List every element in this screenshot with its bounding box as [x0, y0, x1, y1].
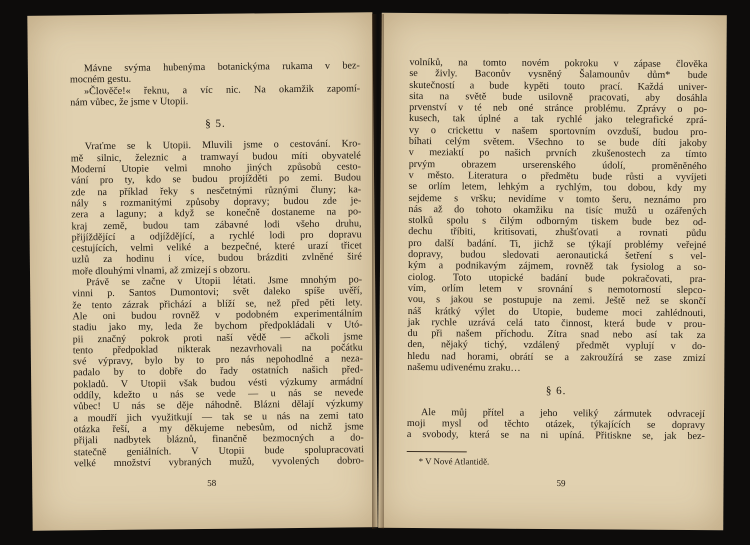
- text-line: kým a podnikavým zájmem, rovněž tak fysiolog a so-: [407, 260, 707, 274]
- text-line: moji mysl od těchto otázek, týkajících se dopravy: [406, 417, 705, 431]
- text-line: prvým obrazem urserenského údolí, proměněného: [408, 158, 707, 172]
- text-line: padalo by to dobře do řady ostatních našich před-: [73, 364, 364, 379]
- text-line: hledu nad horami, obrátí se a zakroužírá se zase zmizí: [407, 350, 706, 364]
- text-line: se orlím letem, lehkým a rychlým, tou dobou, kdy my: [408, 181, 707, 195]
- text-line: zera a laguny; a když se konečně dostaneme na po-: [71, 206, 362, 221]
- text-line: nám vůbec, že jsme v Utopii.: [70, 96, 189, 109]
- page-number-left: 58: [207, 477, 217, 488]
- text-line: kraj země, budou tam zábavné lodi všeho druhu,: [71, 217, 362, 232]
- text-line: oddíly, kdežto u nás se vede — u nás se nevede: [73, 387, 364, 402]
- text-line: volníků, na tomto novém pokroku v zápase člověka: [409, 56, 708, 71]
- section-heading-5: § 5.: [205, 117, 226, 131]
- text-line: kusech, tak úplné a tak rychlé jako telegrafické zprá-: [409, 113, 708, 127]
- text-line: vy o crickettu v našem sportovním ovzduší, budou pro-: [408, 124, 708, 138]
- text-line: nás až do tohoto okamžiku na tisíc mužů u ozářených: [408, 203, 707, 217]
- text-line: vím, orlím letem v srovnání s nemotorností slepco-: [407, 282, 706, 297]
- text-line: velké množství vybraných mužů, vyvolených dobro-: [73, 455, 365, 470]
- text-line: v meziaktí po našich prvních zkušenostech za tímto: [408, 147, 707, 161]
- text-line: moře dlouhými vlnami, až zmizejí s obzoru.: [71, 264, 251, 278]
- right-paragraph-2: [407, 407, 705, 443]
- text-line: du při našem příchodu. Zítra snad nebo así tak za: [407, 328, 706, 342]
- left-paragraph-2: [72, 274, 364, 469]
- text-line: pii značný pokrok proti naší vědě — ačkoli jsme: [72, 330, 363, 345]
- text-line: jak rychle uzrává celá tato činnost, která bude v prou-: [407, 316, 706, 330]
- text-line: »Člověče!« řeknu, a víc nic. Na okamžik zapomí-: [84, 82, 361, 97]
- text-line: statečně geniálních. V Utopii bude spolupracovati: [73, 443, 364, 458]
- text-line: v město. Literatura o předmětu bude růsti a vyvíjeti: [408, 169, 707, 184]
- text-line: nály s rozmanitými způsoby dopravy; budou zde je-: [71, 195, 362, 210]
- left-page-text: [70, 60, 364, 469]
- text-line: a svobody, která se na ni upíná. Přitiskne se, jak bez-: [406, 429, 705, 443]
- text-line: Vraťme se k Utopii. Mluvili jsme o cestování. Kro-: [84, 138, 361, 153]
- text-line: Ale oni budou rovněž v podobném experimentálním: [72, 308, 363, 323]
- text-line: sejdeme s vršku; nevidíme v tomto šeru, neznámo pro: [408, 192, 707, 206]
- text-line: den, nějaký tichý, vzdálený předmět vyplují v do-: [407, 339, 706, 353]
- text-line: náš krátký výlet do Utopie, budeme moci zahlédnouti,: [407, 305, 706, 319]
- page-number-right: 59: [556, 477, 566, 488]
- text-line: sita na světě bude usilovně pracovati, aby dosáhla: [409, 90, 708, 104]
- text-line: bíhati celým světem. Všechno to se bude díti jakoby: [408, 136, 707, 150]
- text-line: své výpravy, bylo by to pro nás nepohodlné a neza-: [72, 353, 363, 368]
- footnote: * V Nové Atlantidě.: [418, 455, 490, 467]
- text-line: zde na příklad řeky s nesčetnými různými čluny; ka-: [71, 184, 362, 199]
- text-line: vání pro ty, kdo se budou projížděti po zemi. Budou: [70, 172, 362, 187]
- text-line: Mávne svýma hubenýma botanickýma rukama v bez-: [83, 60, 360, 75]
- text-line: otázka řeší, a my děkujeme nebesům, od nichž jsme: [73, 421, 364, 436]
- text-line: tento předpoklad nikterak nezavrhovali na počátku: [72, 342, 363, 357]
- text-line: ciolog. Toto utopické badání bude pokračovati, pra-: [407, 271, 706, 285]
- section-heading-6: § 6.: [545, 385, 567, 398]
- text-line: přijali nadbytek bláznů, finančně bezmocných a do-: [73, 432, 364, 447]
- right-page-text: [407, 57, 708, 469]
- text-line: pro další badání. Ti, jichž se týkají problémy veřejné: [408, 237, 707, 251]
- text-line: stolků spolu s čilým odborným tiskem bude bez od-: [408, 215, 707, 229]
- text-line: mocném gestu.: [69, 74, 132, 86]
- text-line: mě silnic, železnic a tramwayí budou míti obyvatelé: [70, 150, 361, 165]
- text-line: vůbec! U nás se děje náhodně. Blázni dělají výzkumy: [73, 398, 364, 413]
- text-line: pokladů. V Utopii však budou vésti výzkumy armádní: [73, 376, 364, 391]
- text-line: uzlů za hodinu i více, budou brázditi zvlněné širé: [71, 251, 362, 266]
- text-line: Moderní Utopie velmi mnoho jiných způsobů cesto-: [70, 161, 361, 176]
- text-line: vou, s jakou se postupuje na zemi. Ještě než se skončí: [407, 294, 706, 308]
- text-line: stadiu jako my, leda že bychom předpokládali v Utó-: [72, 319, 363, 334]
- text-line: skutečností a bude kypěti touto prací. Každá univer-: [409, 79, 708, 93]
- text-line: se živly. Baconův vysněný Šalamounův dům* bude: [409, 68, 708, 82]
- text-line: prvenství v té neb oné stránce problému. Zprávy o po-: [409, 102, 708, 116]
- left-paragraph-1: [71, 139, 362, 278]
- right-page: [378, 13, 727, 530]
- text-line: vinni p. Santos Dumontovi; svět daleko spíše uvěří,: [72, 285, 363, 300]
- text-line: Právě se začne v Utopii létati. Jsme mnohým po-: [86, 274, 363, 289]
- text-line: Ale můj přítel a jeho veliký zármutek odvracejí: [420, 406, 706, 420]
- text-line: cestujících, velmi veliké a bezpečné, které urazí třicet: [71, 240, 362, 255]
- footnote-divider: [407, 450, 467, 451]
- text-line: našemu udivenému zraku…: [407, 362, 521, 374]
- right-paragraph-1: [407, 57, 707, 375]
- left-page: [27, 12, 377, 531]
- text-line: a moudří jich využitkují — tak se u nás na zemi tato: [73, 409, 364, 424]
- left-intro-paragraph: [70, 60, 360, 108]
- text-line: dechu tříbiti, kritisovati, zhušťovati a rovnati půdu: [408, 226, 707, 240]
- text-line: dopravy, budou sledovati aeronautická šetření s vel-: [408, 249, 707, 263]
- text-line: že tento zázrak přichází a blíží se, než před pěti lety.: [72, 296, 363, 312]
- text-line: přijíždějící a odjíždějící, a rychlé lodi pro dopravu: [71, 229, 362, 244]
